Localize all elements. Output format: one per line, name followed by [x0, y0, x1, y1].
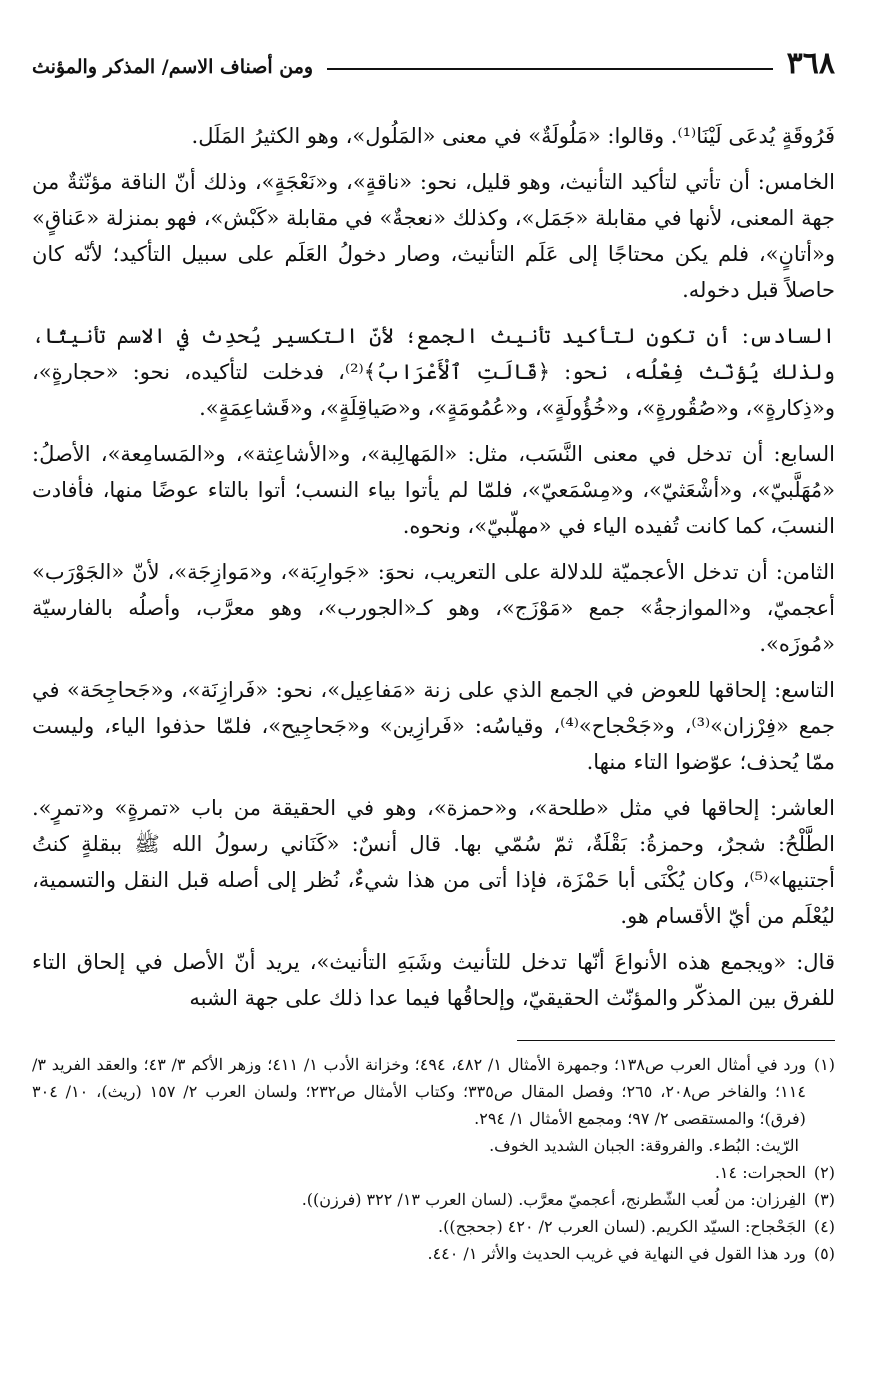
page-number: ٣٦٨	[786, 46, 835, 81]
footnote-text: الجَحْجاح: السيّد الكريم. (لسان العرب ٢/ ٤٢٠ (جحجح)).	[438, 1217, 806, 1236]
body-text	[32, 118, 835, 1016]
footnote-text: ورد هذا القول في النهاية في غريب الحديث والأثر ١/ ٤٤٠.	[427, 1244, 806, 1263]
footnote-number: (٥)	[813, 1244, 835, 1263]
footnote-number: (٤)	[813, 1217, 835, 1236]
footnote-rule	[517, 1040, 835, 1041]
footnote-number: (١)	[813, 1055, 835, 1074]
footnote-text: الحجرات: ١٤.	[714, 1163, 806, 1182]
footnote-3	[32, 1186, 835, 1213]
paragraph: التاسع: إلحاقها للعوض في الجمع الذي على زنة «مَفاعِيل»، نحو: «فَرازِنَة»، و«جَحاجِحَة» في جمع «فِرْزان»⁽³⁾، و«جَحْجاح»⁽⁴⁾، وقياسُه: «فَرازِين» و«جَحاجِيح»، فلمّا حذفوا الياء، وليست ممّا يُحذف؛ عوّضوا التاء منها.	[32, 678, 835, 774]
footnote-text: ورد في أمثال العرب ص١٣٨؛ وجمهرة الأمثال ١/ ٤٨٢، ٤٩٤؛ وخزانة الأدب ١/ ٤١١؛ وزهر الأكم ٣/ ٤٣؛ والعقد الفريد ٣/ ١١٤؛ والفاخر ص٢٠٨، ٢٦٥؛ وفصل المقال ص٣٣٥؛ وكتاب الأمثال ص٢٣٢؛ ولسان العرب ٢/ ١٥٧ (ريث)، ١٠/ ٣٠٤ (فرق)؛ والمستقصى ٢/ ٩٧؛ ومجمع الأمثال ١/ ٢٩٤.	[32, 1055, 806, 1128]
paragraph: السادس: أن تكون لتأكيد تأنيث الجمع؛ لأنّ التكسير يُحدِث في الاسم تأنيثًا، ولذلك يُؤنّث فِعْلُه، نحو: ﴿قَالَتِ ٱلْأَعْرَابُ﴾⁽²⁾، فدخلت لتأكيده، نحو: «حجارةٍ»، و«ذِكارةٍ»، و«صُقُورةٍ»، و«خُؤُولَةٍ»، و«عُمُومَةٍ»، و«صَياقِلَةٍ»، و«قَشاعِمَةٍ».	[32, 324, 836, 420]
paragraph: الخامس: أن تأتي لتأكيد التأنيث، وهو قليل، نحو: «ناقةٍ»، و«نَعْجَةٍ»، وذلك أنّ الناقة مؤنّثةٌ من جهة المعنى، لأنها في مقابلة «جَمَل»، وكذلك «نعجةٌ» في مقابلة «كَبْش»، فهو بمنزلة «عَناقٍ» و«أتانٍ»، فلم يكن محتاجًا إلى عَلَم التأنيث، وصار دخولُ العَلَم على سبيل التأكيد؛ لأنّه كان حاصلاً قبل دخوله.	[32, 170, 835, 302]
footnote-rule-wrap	[32, 1040, 835, 1041]
footnote-1-gloss: الرّيث: البُطء. والفروقة: الجبان الشديد الخوف.	[489, 1136, 799, 1155]
footnote-text: الفِرزان: من لُعب الشّطرنج، أعجميّ معرَّب. (لسان العرب ١٣/ ٣٢٢ (فرزن)).	[301, 1190, 806, 1209]
footnote-number: (٣)	[813, 1190, 835, 1209]
footnote-1	[32, 1051, 835, 1132]
paragraph: السابع: أن تدخل في معنى النَّسَب، مثل: «المَهالِبة»، و«الأشاعِثة»، و«المَسامِعة»، الأصلُ: «مُهَلَّبيّ»، و«أشْعَثيّ»، و«مِسْمَعيّ»، فلمّا لم يأتوا بياء النسب؛ أتوا بالتاء عوضًا منها، فأفادت النسبَ، كما كانت تُفيده الياء في «مهلّبيّ»، ونحوه.	[32, 442, 835, 538]
footnote-2	[32, 1159, 835, 1186]
footnote-4	[32, 1213, 835, 1240]
footnote-number: (٢)	[813, 1163, 835, 1182]
running-title: ومن أصناف الاسم/ المذكر والمؤنث	[32, 56, 314, 78]
header-rule	[327, 68, 773, 70]
footnote-5	[32, 1240, 835, 1267]
footnotes	[32, 1051, 835, 1267]
paragraph: العاشر: إلحاقها في مثل «طلحة»، و«حمزة»، وهو في الحقيقة من باب «تمرةٍ» و«تمرٍ». الطَّلْحُ: شجرٌ، وحمزةُ: بَقْلَةٌ، ثمّ سُمّي بها. قال أنسٌ: «كَنَاني رسولُ الله ﷺ ببقلةٍ كنتُ أجتنيها»⁽⁵⁾، وكان يُكْنَى أبا حَمْزَة، فإذا أتى من هذا شيءٌ، نُظر إلى أصله قبل النقل والتسمية، ليُعْلَم من أيّ الأقسام هو.	[32, 796, 835, 928]
paragraph: قال: «ويجمع هذه الأنواعَ أنّها تدخل للتأنيث وشَبَهِ التأنيث»، يريد أنّ الأصل في إلحاق التاء للفرق بين المذكّر والمؤنّث الحقيقيّ، وإلحاقُها فيما عدا ذلك على جهة الشبه	[32, 950, 835, 1010]
paragraph: فَرُوقَةٍ يُدعَى لَيْنَا⁽¹⁾. وقالوا: «مَلُولَةٌ» في معنى «المَلُول»، وهو الكثيرُ المَلَل.	[191, 124, 835, 148]
page-header	[32, 40, 835, 80]
paragraph: الثامن: أن تدخل الأعجميّة للدلالة على التعريب، نحوَ: «جَوارِبَة»، و«مَوازِجَة»، لأنّ «الجَوْرَب» أعجميّ، و«الموازجةُ» جمع «مَوْزَج»، وهو كـ«الجورب»، وهو معرَّب، وأصلُه بالفارسيّة «مُوزَه».	[32, 560, 835, 656]
